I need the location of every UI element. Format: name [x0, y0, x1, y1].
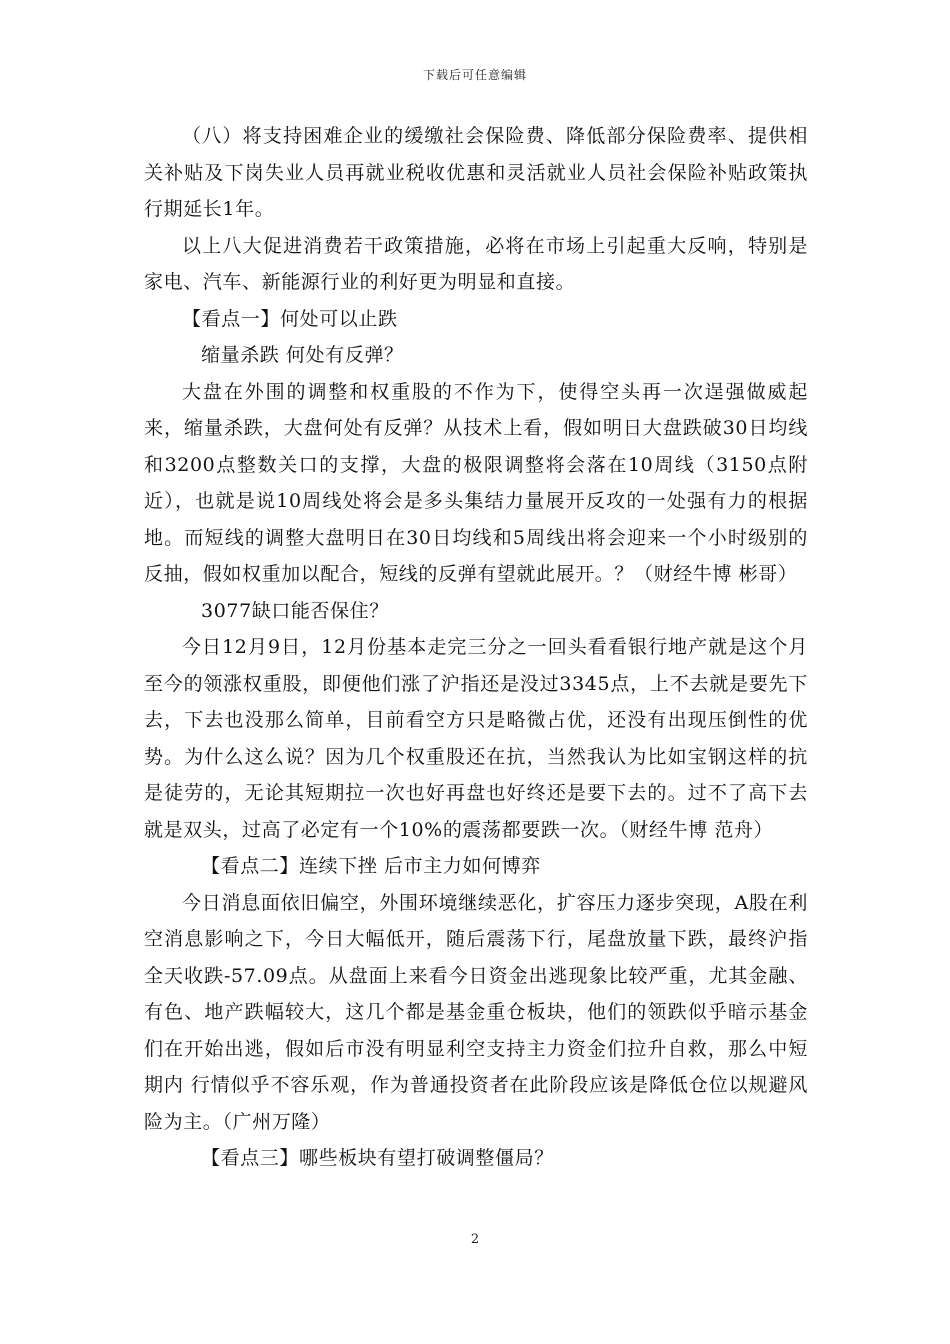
- paragraph-policy-eight: （八）将支持困难企业的缓缴社会保险费、降低部分保险费率、提供相关补贴及下岗失业人员再就业税收优惠和灵活就业人员社会保险补贴政策执行期延长1年。: [144, 125, 808, 220]
- paragraph-market-analysis: 今日消息面依旧偏空，外围环境继续恶化，扩容压力逐步突现，A股在利空消息影响之下，今日大幅低开，随后震荡下行，尾盘放量下跌，最终沪指全天收跌-57.09点。从盘面上来看今日资金出逃现象比较严重，尤其金融、有色、地产跌幅较大，这几个都是基金重仓板块，他们的领跌似乎暗示基金们在开始出逃，假如后市没有明显利空支持主力资金们拉升自救，那么中短期内 行情似乎不容乐观，作为普通投资者在此阶段应该是降低仓位以规避风险为主。（广州万隆）: [144, 891, 808, 1133]
- paragraph-summary: 以上八大促进消费若干政策措施，必将在市场上引起重大反响，特别是家电、汽车、新能源行业的利好更为明显和直接。: [144, 234, 808, 293]
- paragraph-rebound-analysis: 大盘在外围的调整和权重股的不作为下，使得空头再一次逞强做威起来，缩量杀跌，大盘何处有反弹？从技术上看，假如明日大盘跌破30日均线和3200点整数关口的支撑，大盘的极限调整将会落在10周线（3150点附近），也就是说10周线处将会是多头集结力量展开反攻的一处强有力的根据地。而短线的调整大盘明日在30日均线和5周线出将会迎来一个小时级别的反抽，假如权重加以配合，短线的反弹有望就此展开。？（财经牛博 彬哥）: [144, 380, 808, 585]
- section-heading-3: 【看点三】哪些板块有望打破调整僵局？: [201, 1147, 554, 1169]
- section-heading-2: 【看点二】连续下挫 后市主力如何博弈: [201, 855, 541, 877]
- page-number: 2: [470, 1232, 480, 1247]
- paragraph-gap-analysis: 今日12月9日，12月份基本走完三分之一回头看看银行地产就是这个月至今的领涨权重股，即便他们涨了沪指还是没过3345点，上不去就是要先下去，下去也没那么简单，目前看空方只是略微占优，还没有出现压倒性的优势。为什么这么说？因为几个权重股还在抗，当然我认为比如宝钢这样的抗是徒劳的，无论其短期拉一次也好再盘也好终还是要下去的。过不了高下去就是双头，过高了必定有一个10%的震荡都要跌一次。（财经牛博 范舟）: [144, 636, 808, 841]
- subheading-rebound: 缩量杀跌 何处有反弹？: [201, 344, 404, 366]
- page-header: 下载后可任意编辑: [422, 68, 527, 82]
- document-body: [144, 118, 808, 1177]
- subheading-gap: 3077缺口能否保住？: [201, 599, 389, 622]
- section-heading-1: 【看点一】何处可以止跌: [182, 307, 398, 330]
